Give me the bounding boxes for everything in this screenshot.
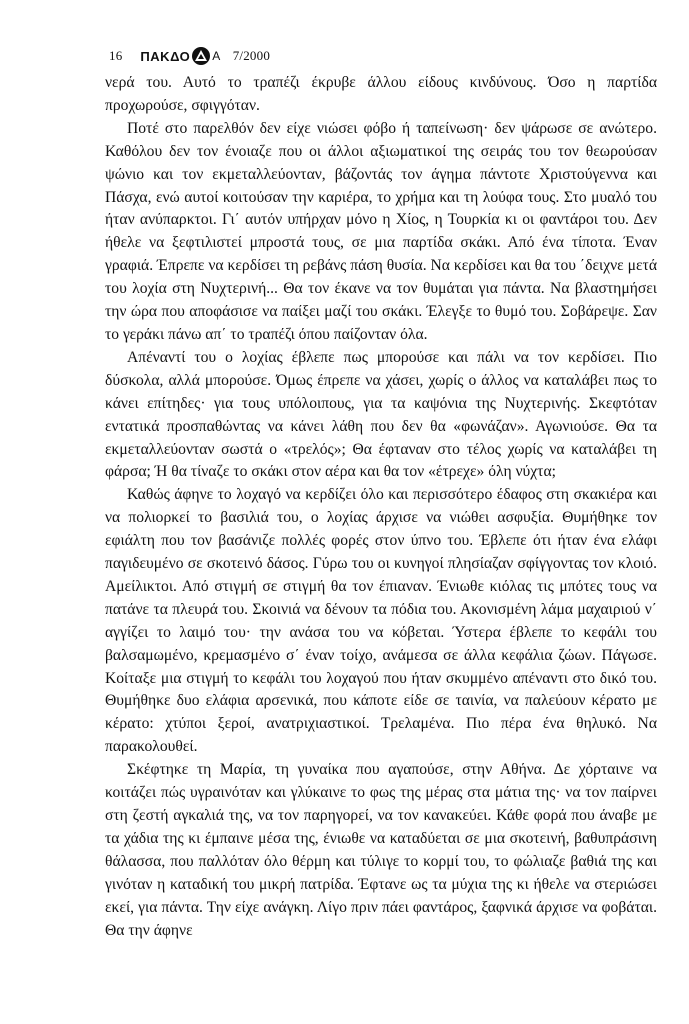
paragraph: Απέναντί του ο λοχίας έβλεπε πως μπορούσε και πάλι να τον κερδίσει. Πιο δύσκολα, αλλά μπορούσε. Όμως έπρεπε να χάσει, χωρίς ο άλλος να καταλάβει πως το κάνει επίτηδες· για τους υπόλοιπους, για τα καψόνια της Νυχτερινής. Σκεφτόταν εντατικά προσπαθώντας να κάνει λάθη που δεν θα «φωνάζαν». Αγωνιούσε. Θα τα εκμεταλλεύονταν σωστά ο «τρελός»; Θα έφταναν στο τέλος χωρίς να καταλάβει τη φάρσα; Ή θα τίναζε το σκάκι στον αέρα και θα τον «έτρεχε» όλη νύχτα;: [105, 348, 657, 481]
pyramid-icon: [191, 46, 211, 66]
magazine-title: ΠΑΚΔΟ: [140, 48, 191, 64]
paragraph: Σκέφτηκε τη Μαρία, τη γυναίκα που αγαπούσε, στην Αθήνα. Δε χόρταινε να κοιτάζει πώς υγραινόταν και γλύκαινε το φως της μέρας στα μάτια της· να τον παίρνει στη ζεστή αγκαλιά της, να τον παρηγορεί, να τον κανακεύει. Κάθε φορά που άναβε με τα χάδια της κι έμπαινε μέσα της, ένιωθε να καταδύεται σε μια σκοτεινή, βαθυπράσινη θάλασσα, που παλλόταν όλο θέρμη και τύλιγε το κορμί του, το φώλιαζε βαθιά της και γινόταν η καταδική του μικρή πατρίδα. Έφτανε ως τα μύχια της κι ήθελε να στεριώσει εκεί, για πάντα. Την είχε ανάγκη. Λίγο πριν πάει φαντάρος, ξαφνικά άρχισε να φοβάται. Θα την άφηνε: [105, 761, 657, 939]
paragraph: νερά του. Αυτό το τραπέζι έκρυβε άλλου είδους κινδύνους. Όσο η παρτίδα προχωρούσε, σφιγγόταν.: [105, 74, 657, 114]
paragraph: Καθώς άφηνε το λοχαγό να κερδίζει όλο και περισσότερο έδαφος στη σκακιέρα και να πολιορκεί το βασιλιά του, ο λοχίας άρχισε να νιώθει ασφυξία. Θυμήθηκε τον εφιάλτη που τον βασάνιζε πολλές φορές στον ύπνο του. Έβλεπε ότι ήταν ένα ελάφι παγιδευμένο σε σκοτεινό δάσος. Γύρω του οι κυνηγοί πλησίαζαν σφίγγοντας τον κλοιό. Αμείλικτοι. Από στιγμή σε στιγμή θα τον έπιαναν. Ένιωθε κιόλας τις μπότες τους να πατάνε τα πλευρά του. Σκοινιά να δένουν τα πόδια του. Ακονισμένη λάμα μαχαιριού ν΄ αγγίζει το λαιμό του· την ανάσα του να κόβεται. Ύστερα έβλεπε το κεφάλι του βαλσαμωμένο, κρεμασμένο σ΄ έναν τοίχο, ανάμεσα σε άλλα κεφάλια ζώων. Πάγωσε. Κοίταξε μια στιγμή το κεφάλι του λοχαγού που ήταν σκυμμένο απέναντι στο δικό του. Θυμήθηκε δυο ελάφια αρσενικά, που κάποτε είδε σε ταινία, να παλεύουν κέρατο με κέρατο: χτύποι ξεροί, ανατριχιαστικοί. Τρελαμένα. Πιο πέρα ένα θηλυκό. Να παρακολουθεί.: [105, 486, 657, 756]
page-number: 16: [109, 48, 123, 63]
magazine-logo: [140, 46, 220, 66]
paragraph: Ποτέ στο παρελθόν δεν είχε νιώσει φόβο ή ταπείνωση· δεν ψάρωσε σε ανώτερο. Καθόλου δεν τον ένοιαζε που οι άλλοι αξιωματικοί της σειράς του τον θεωρούσαν ψώνιο και τον εκμεταλλεύονταν, βάζοντάς τον άγημα πάντοτε Χριστούγεννα και Πάσχα, ενώ αυτοί κοιτούσαν την καριέρα, το χρήμα και τη λούφα τους. Στο μυαλό του ήταν ανύπαρκτοι. Γι΄ αυτόν υπήρχαν μόνο η Χίος, η Τουρκία κι οι φαντάροι του. Δεν ήθελε να ξεφτιλιστεί μπροστά τους, σε μια παρτίδα σκάκι. Από ένα τίποτα. Έναν γραφιά. Έπρεπε να κερδίσει τη ρεβάνς πάση θυσία. Να κερδίσει και θα του ΄δειχνε μετά του λοχία στη Νυχτερινή... Θα τον έκανε να τον θυμάται για πάντα. Να βλαστημήσει την ώρα που αποφάσισε να παίξει μαζί του σκάκι. Έλεγξε το θυμό του. Σοβάρεψε. Σαν το γεράκι πάνω απ΄ το τραπέζι όπου παίζονταν όλα.: [105, 119, 657, 343]
magazine-title-tail: Α: [212, 49, 221, 63]
running-header: [109, 44, 270, 68]
article-body: [105, 72, 657, 942]
issue-number: 7/2000: [232, 48, 271, 63]
